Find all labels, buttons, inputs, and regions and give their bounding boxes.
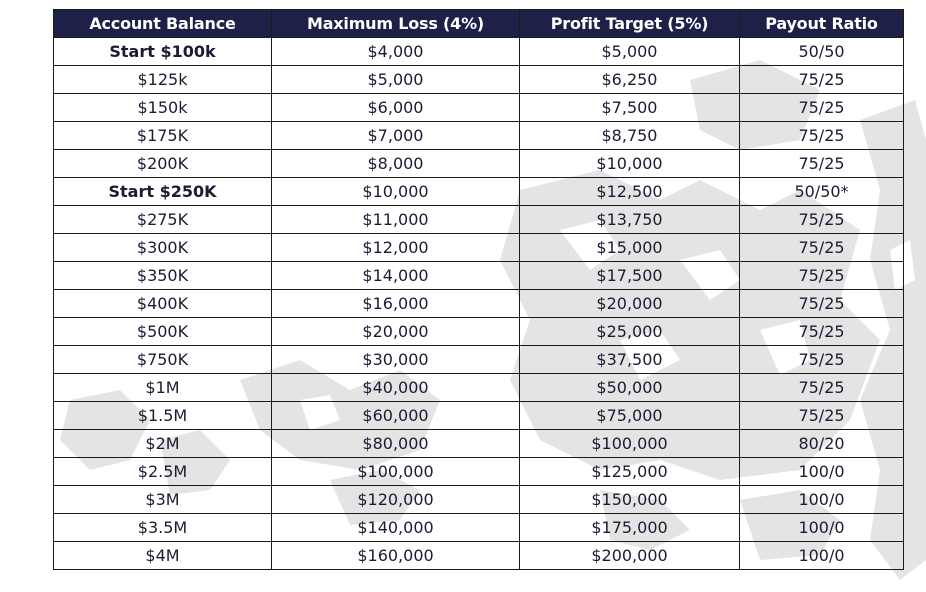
cell-maximum-loss: $160,000	[272, 542, 520, 570]
cell-profit-target: $20,000	[520, 290, 740, 318]
cell-payout-ratio: 75/25	[740, 318, 904, 346]
table-row	[54, 402, 904, 430]
cell-payout-ratio: 75/25	[740, 206, 904, 234]
cell-payout-ratio: 100/0	[740, 514, 904, 542]
table-row	[54, 514, 904, 542]
cell-account-balance: $3.5M	[54, 514, 272, 542]
table-row	[54, 318, 904, 346]
cell-payout-ratio: 100/0	[740, 486, 904, 514]
cell-account-balance: $3M	[54, 486, 272, 514]
table-row	[54, 374, 904, 402]
cell-profit-target: $7,500	[520, 94, 740, 122]
cell-maximum-loss: $12,000	[272, 234, 520, 262]
cell-payout-ratio: 75/25	[740, 402, 904, 430]
table-row	[54, 290, 904, 318]
header-profit-target: Profit Target (5%)	[520, 10, 740, 38]
cell-profit-target: $8,750	[520, 122, 740, 150]
cell-account-balance: $1M	[54, 374, 272, 402]
cell-profit-target: $50,000	[520, 374, 740, 402]
table-row	[54, 150, 904, 178]
cell-profit-target: $5,000	[520, 38, 740, 66]
cell-maximum-loss: $4,000	[272, 38, 520, 66]
cell-account-balance: $2M	[54, 430, 272, 458]
cell-profit-target: $15,000	[520, 234, 740, 262]
cell-maximum-loss: $10,000	[272, 178, 520, 206]
cell-maximum-loss: $14,000	[272, 262, 520, 290]
cell-payout-ratio: 75/25	[740, 66, 904, 94]
cell-profit-target: $200,000	[520, 542, 740, 570]
table-row	[54, 234, 904, 262]
cell-payout-ratio: 100/0	[740, 542, 904, 570]
cell-account-balance: $350K	[54, 262, 272, 290]
cell-maximum-loss: $5,000	[272, 66, 520, 94]
cell-account-balance: $200K	[54, 150, 272, 178]
cell-payout-ratio: 75/25	[740, 94, 904, 122]
cell-maximum-loss: $80,000	[272, 430, 520, 458]
table-row	[54, 206, 904, 234]
cell-account-balance: $275K	[54, 206, 272, 234]
table-row	[54, 94, 904, 122]
cell-account-balance: $150k	[54, 94, 272, 122]
cell-profit-target: $100,000	[520, 430, 740, 458]
cell-profit-target: $6,250	[520, 66, 740, 94]
cell-account-balance: $2.5M	[54, 458, 272, 486]
table-row	[54, 542, 904, 570]
cell-payout-ratio: 75/25	[740, 122, 904, 150]
cell-maximum-loss: $16,000	[272, 290, 520, 318]
header-account-balance: Account Balance	[54, 10, 272, 38]
cell-maximum-loss: $6,000	[272, 94, 520, 122]
cell-maximum-loss: $120,000	[272, 486, 520, 514]
cell-payout-ratio: 75/25	[740, 150, 904, 178]
cell-profit-target: $75,000	[520, 402, 740, 430]
cell-maximum-loss: $140,000	[272, 514, 520, 542]
table-row	[54, 122, 904, 150]
cell-payout-ratio: 75/25	[740, 346, 904, 374]
cell-account-balance: $1.5M	[54, 402, 272, 430]
cell-profit-target: $17,500	[520, 262, 740, 290]
cell-maximum-loss: $60,000	[272, 402, 520, 430]
cell-maximum-loss: $100,000	[272, 458, 520, 486]
cell-payout-ratio: 50/50*	[740, 178, 904, 206]
cell-profit-target: $10,000	[520, 150, 740, 178]
cell-maximum-loss: $40,000	[272, 374, 520, 402]
table-row	[54, 458, 904, 486]
cell-account-balance: Start $100k	[54, 38, 272, 66]
cell-account-balance: $500K	[54, 318, 272, 346]
cell-account-balance: $300K	[54, 234, 272, 262]
cell-account-balance: $125k	[54, 66, 272, 94]
table-row	[54, 178, 904, 206]
header-maximum-loss: Maximum Loss (4%)	[272, 10, 520, 38]
cell-maximum-loss: $8,000	[272, 150, 520, 178]
cell-maximum-loss: $11,000	[272, 206, 520, 234]
cell-payout-ratio: 100/0	[740, 458, 904, 486]
cell-maximum-loss: $30,000	[272, 346, 520, 374]
cell-payout-ratio: 75/25	[740, 290, 904, 318]
cell-profit-target: $25,000	[520, 318, 740, 346]
cell-account-balance: Start $250K	[54, 178, 272, 206]
cell-maximum-loss: $7,000	[272, 122, 520, 150]
table-row	[54, 486, 904, 514]
header-payout-ratio: Payout Ratio	[740, 10, 904, 38]
cell-payout-ratio: 75/25	[740, 374, 904, 402]
table-header-row	[54, 10, 904, 38]
table-row	[54, 346, 904, 374]
cell-account-balance: $4M	[54, 542, 272, 570]
cell-payout-ratio: 80/20	[740, 430, 904, 458]
cell-profit-target: $12,500	[520, 178, 740, 206]
cell-account-balance: $400K	[54, 290, 272, 318]
cell-payout-ratio: 75/25	[740, 234, 904, 262]
table-row	[54, 430, 904, 458]
cell-payout-ratio: 50/50	[740, 38, 904, 66]
cell-profit-target: $175,000	[520, 514, 740, 542]
payout-table-container	[53, 9, 903, 570]
cell-profit-target: $150,000	[520, 486, 740, 514]
payout-table	[53, 9, 904, 570]
cell-profit-target: $125,000	[520, 458, 740, 486]
cell-profit-target: $13,750	[520, 206, 740, 234]
cell-account-balance: $750K	[54, 346, 272, 374]
table-row	[54, 66, 904, 94]
cell-payout-ratio: 75/25	[740, 262, 904, 290]
cell-maximum-loss: $20,000	[272, 318, 520, 346]
cell-profit-target: $37,500	[520, 346, 740, 374]
table-row	[54, 262, 904, 290]
table-row	[54, 38, 904, 66]
cell-account-balance: $175K	[54, 122, 272, 150]
table-body	[54, 38, 904, 570]
